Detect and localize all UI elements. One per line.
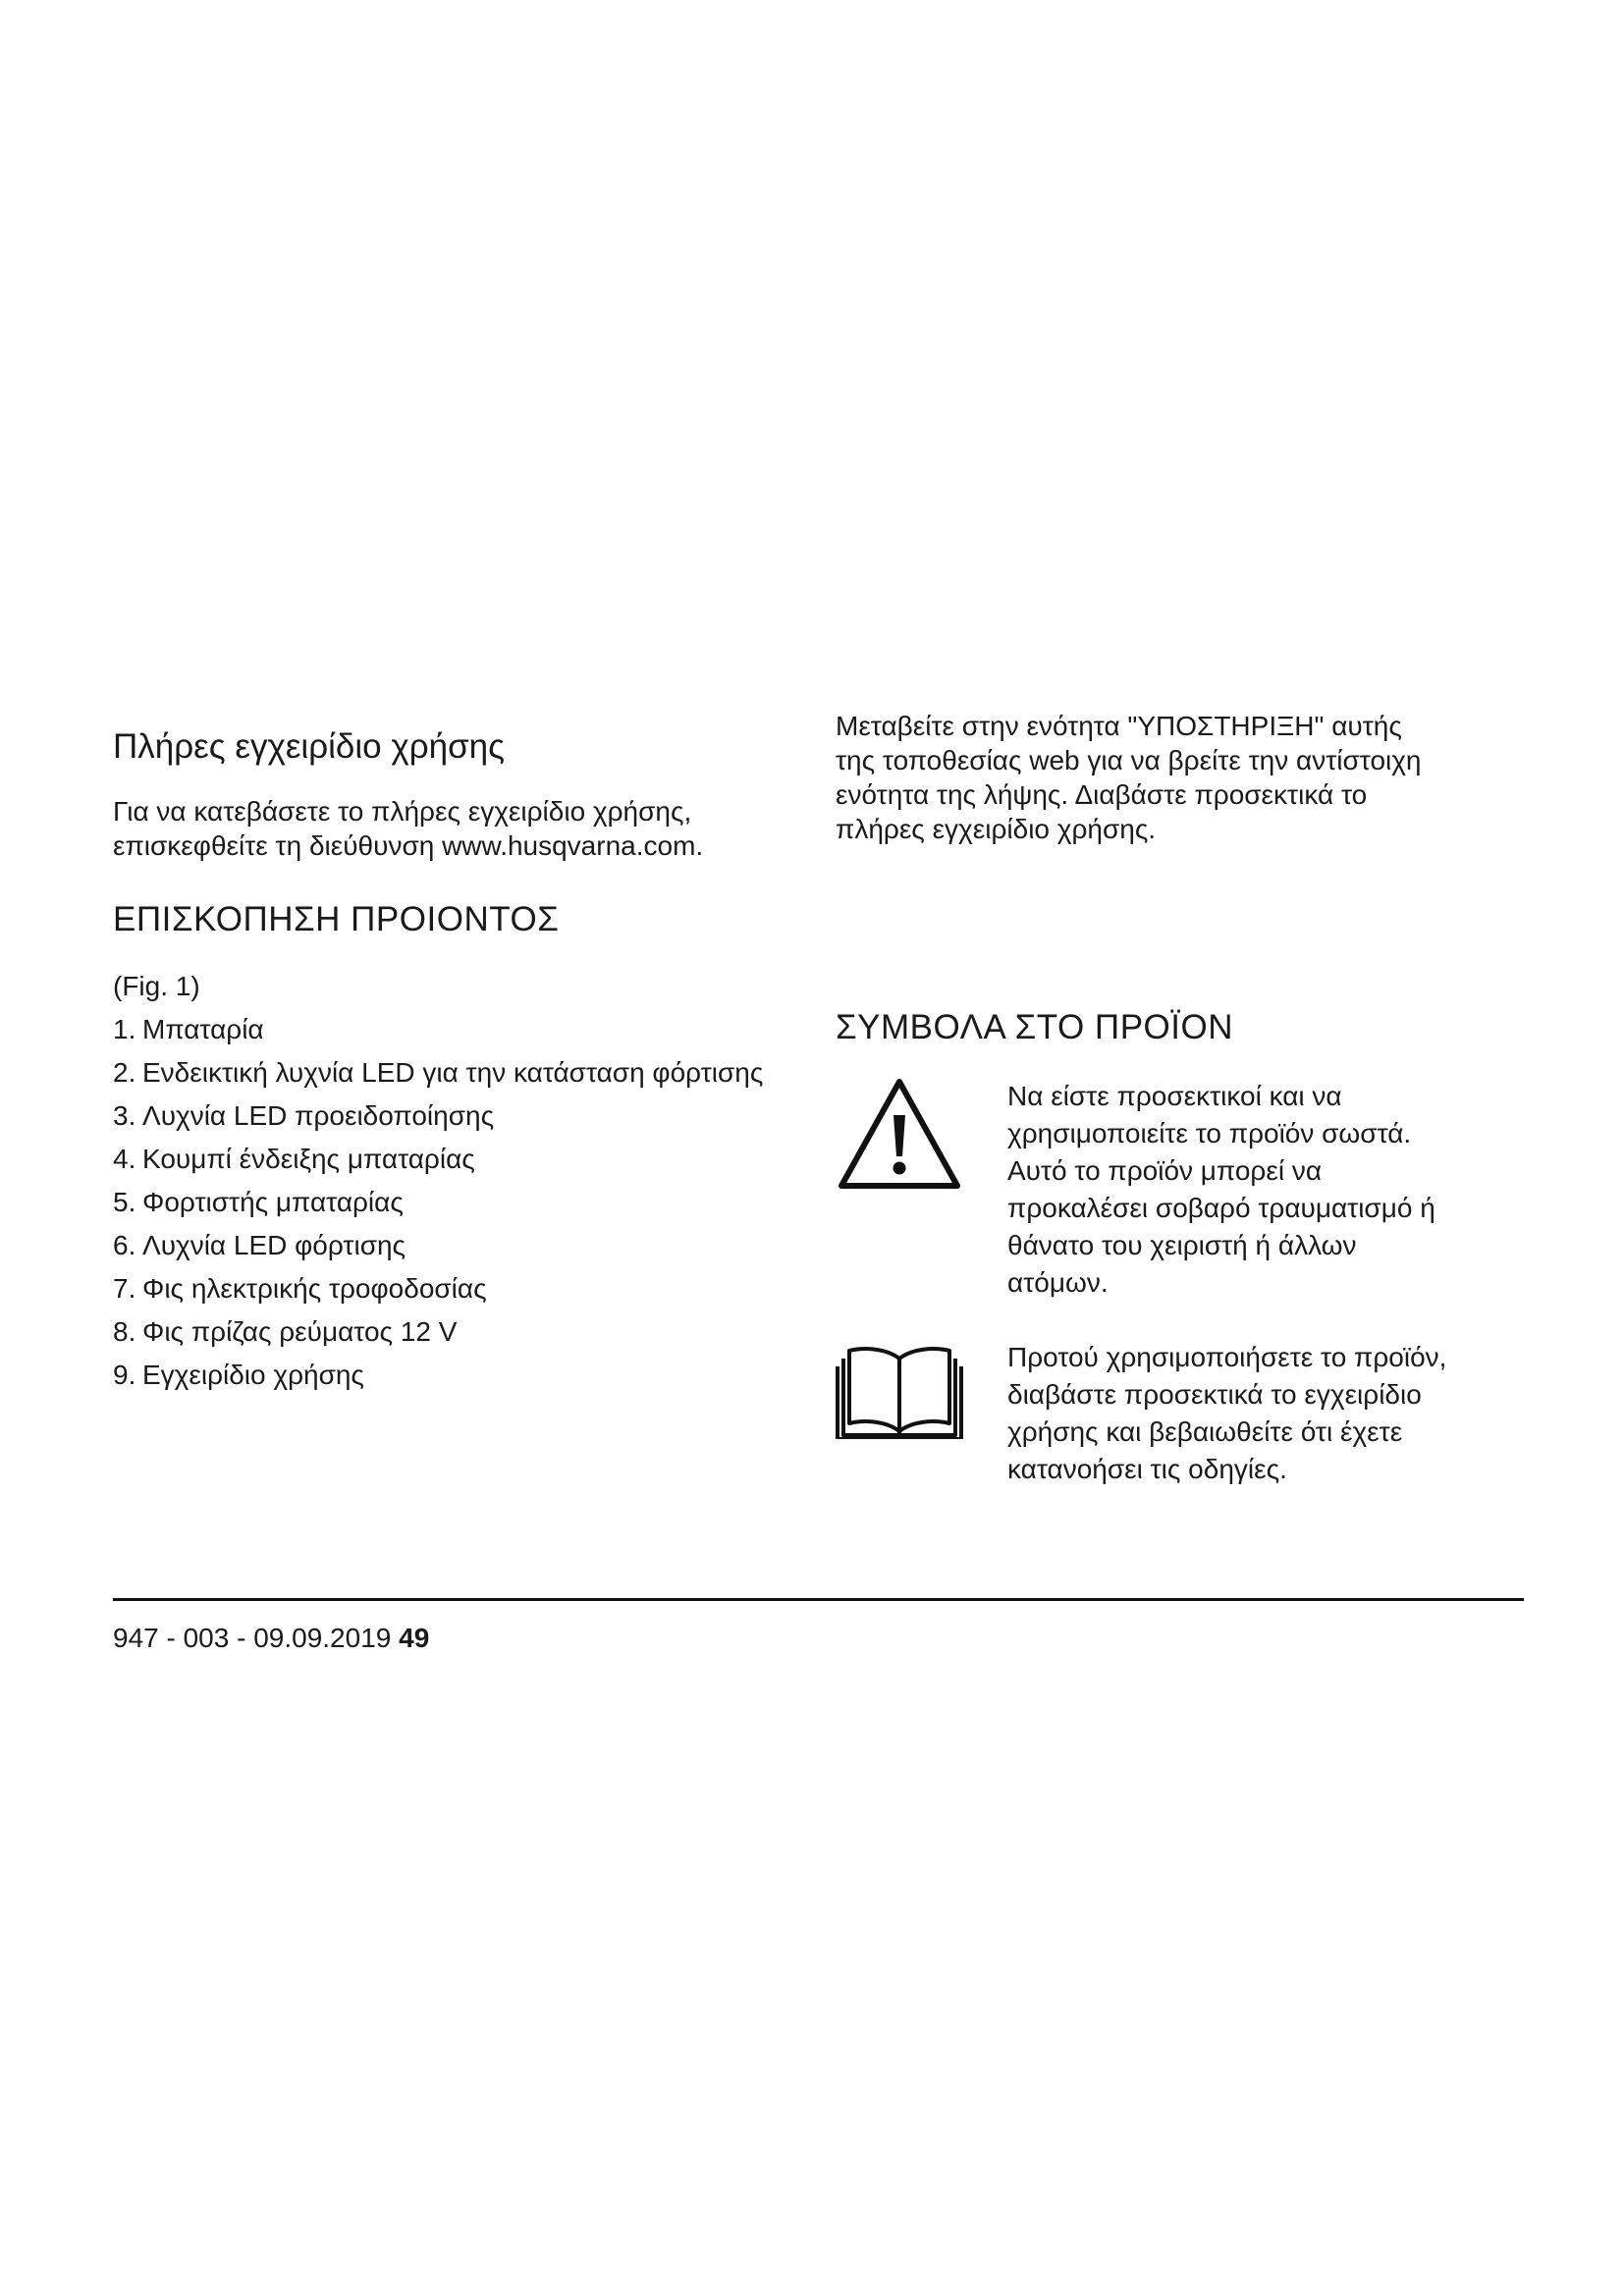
support-line: πλήρες εγχειρίδιο χρήσης. <box>836 814 1157 844</box>
symbol-text-line: προκαλέσει σοβαρό τραυματισμό ή <box>1007 1193 1435 1223</box>
support-line: ενότητα της λήψης. Διαβάστε προσεκτικά το <box>836 779 1368 810</box>
list-item-text: Εγχειρίδιο χρήσης <box>142 1360 364 1390</box>
list-item <box>113 1358 800 1393</box>
full-manual-text-line: επισκεφθείτε τη διεύθυνση www.husqvarna.com. <box>113 830 704 861</box>
full-manual-text-line: Για να κατεβάσετε το πλήρες εγχειρίδιο χρήσης, <box>113 796 692 827</box>
support-line: Μεταβείτε στην ενότητα "ΥΠΟΣΤΗΡΙΞΗ" αυτής <box>836 711 1402 741</box>
page-number: 49 <box>399 1623 430 1653</box>
list-item-number: 4. <box>113 1144 136 1174</box>
list-item-number: 2. <box>113 1057 136 1088</box>
overview-list <box>113 1012 800 1393</box>
open-book-icon <box>836 1341 963 1444</box>
symbol-text-line: διαβάστε προσεκτικά το εγχειρίδιο <box>1007 1379 1422 1410</box>
list-item <box>113 1185 800 1220</box>
left-column <box>113 726 800 1401</box>
list-item <box>113 1098 800 1134</box>
list-item <box>113 1228 800 1263</box>
list-item <box>113 1012 800 1047</box>
warning-triangle-icon <box>836 1076 963 1199</box>
list-item-text: Ενδεικτική λυχνία LED για την κατάσταση φόρτισης <box>142 1057 764 1088</box>
symbol-row-manual <box>836 1341 1447 1484</box>
symbol-text-line: Να είστε προσεκτικοί και να <box>1007 1081 1342 1111</box>
list-item-text: Λυχνία LED προειδοποίησης <box>142 1100 495 1131</box>
list-item-text: Φις ηλεκτρικής τροφοδοσίας <box>142 1273 487 1304</box>
list-item-number: 6. <box>113 1230 136 1260</box>
document-code: 947 - 003 - 09.09.2019 <box>113 1623 392 1653</box>
list-item-number: 3. <box>113 1100 136 1131</box>
list-item-text: Φορτιστής μπαταρίας <box>142 1187 404 1217</box>
list-item-text: Φις πρίζας ρεύματος 12 V <box>142 1316 458 1347</box>
list-item-number: 8. <box>113 1316 136 1347</box>
list-item-number: 1. <box>113 1014 136 1044</box>
list-item-text: Μπαταρία <box>142 1014 264 1044</box>
support-paragraph <box>836 709 1523 846</box>
symbol-text-line: θάνατο του χειριστή ή άλλων <box>1007 1230 1357 1260</box>
symbol-warning-text <box>1007 1078 1523 1302</box>
list-item-text: Κουμπί ένδειξης μπαταρίας <box>142 1144 475 1174</box>
symbol-text-line: Προτού χρησιμοποιήσετε το προϊόν, <box>1007 1342 1447 1372</box>
list-item-text: Λυχνία LED φόρτισης <box>142 1230 406 1260</box>
list-item-number: 7. <box>113 1273 136 1304</box>
overview-heading: ΕΠΙΣΚΟΠΗΣΗ ΠΡΟΙΟΝΤΟΣ <box>113 900 560 938</box>
list-item <box>113 1142 800 1177</box>
support-line: της τοποθεσίας web για να βρείτε την αντίστοιχη <box>836 745 1422 775</box>
full-manual-heading: Πλήρες εγχειρίδιο χρήσης <box>113 727 506 766</box>
symbol-text-line: κατανοήσει τις οδηγίες. <box>1007 1454 1287 1484</box>
full-manual-text <box>113 794 800 863</box>
list-item <box>113 1055 800 1091</box>
list-item <box>113 1314 800 1350</box>
figure-reference: (Fig. 1) <box>113 971 200 1001</box>
list-item-number: 9. <box>113 1360 136 1390</box>
symbol-text-line: χρήσης και βεβαιωθείτε ότι έχετε <box>1007 1416 1403 1447</box>
symbol-text-line: ατόμων. <box>1007 1267 1109 1298</box>
page-footer <box>113 1622 429 1655</box>
symbol-row-warning <box>836 1076 1435 1298</box>
symbol-text-line: Αυτό το προϊόν μπορεί να <box>1007 1155 1323 1186</box>
right-column <box>836 709 1523 846</box>
symbols-section <box>836 1007 1523 1484</box>
symbols-heading: ΣΥΜΒΟΛΑ ΣΤΟ ΠΡΟΪΟΝ <box>836 1008 1233 1046</box>
footer-divider <box>113 1598 1524 1601</box>
list-item-number: 5. <box>113 1187 136 1217</box>
list-item <box>113 1271 800 1307</box>
symbol-text-line: χρησιμοποιείτε το προϊόν σωστά. <box>1007 1118 1412 1148</box>
symbol-manual-text <box>1007 1339 1523 1488</box>
